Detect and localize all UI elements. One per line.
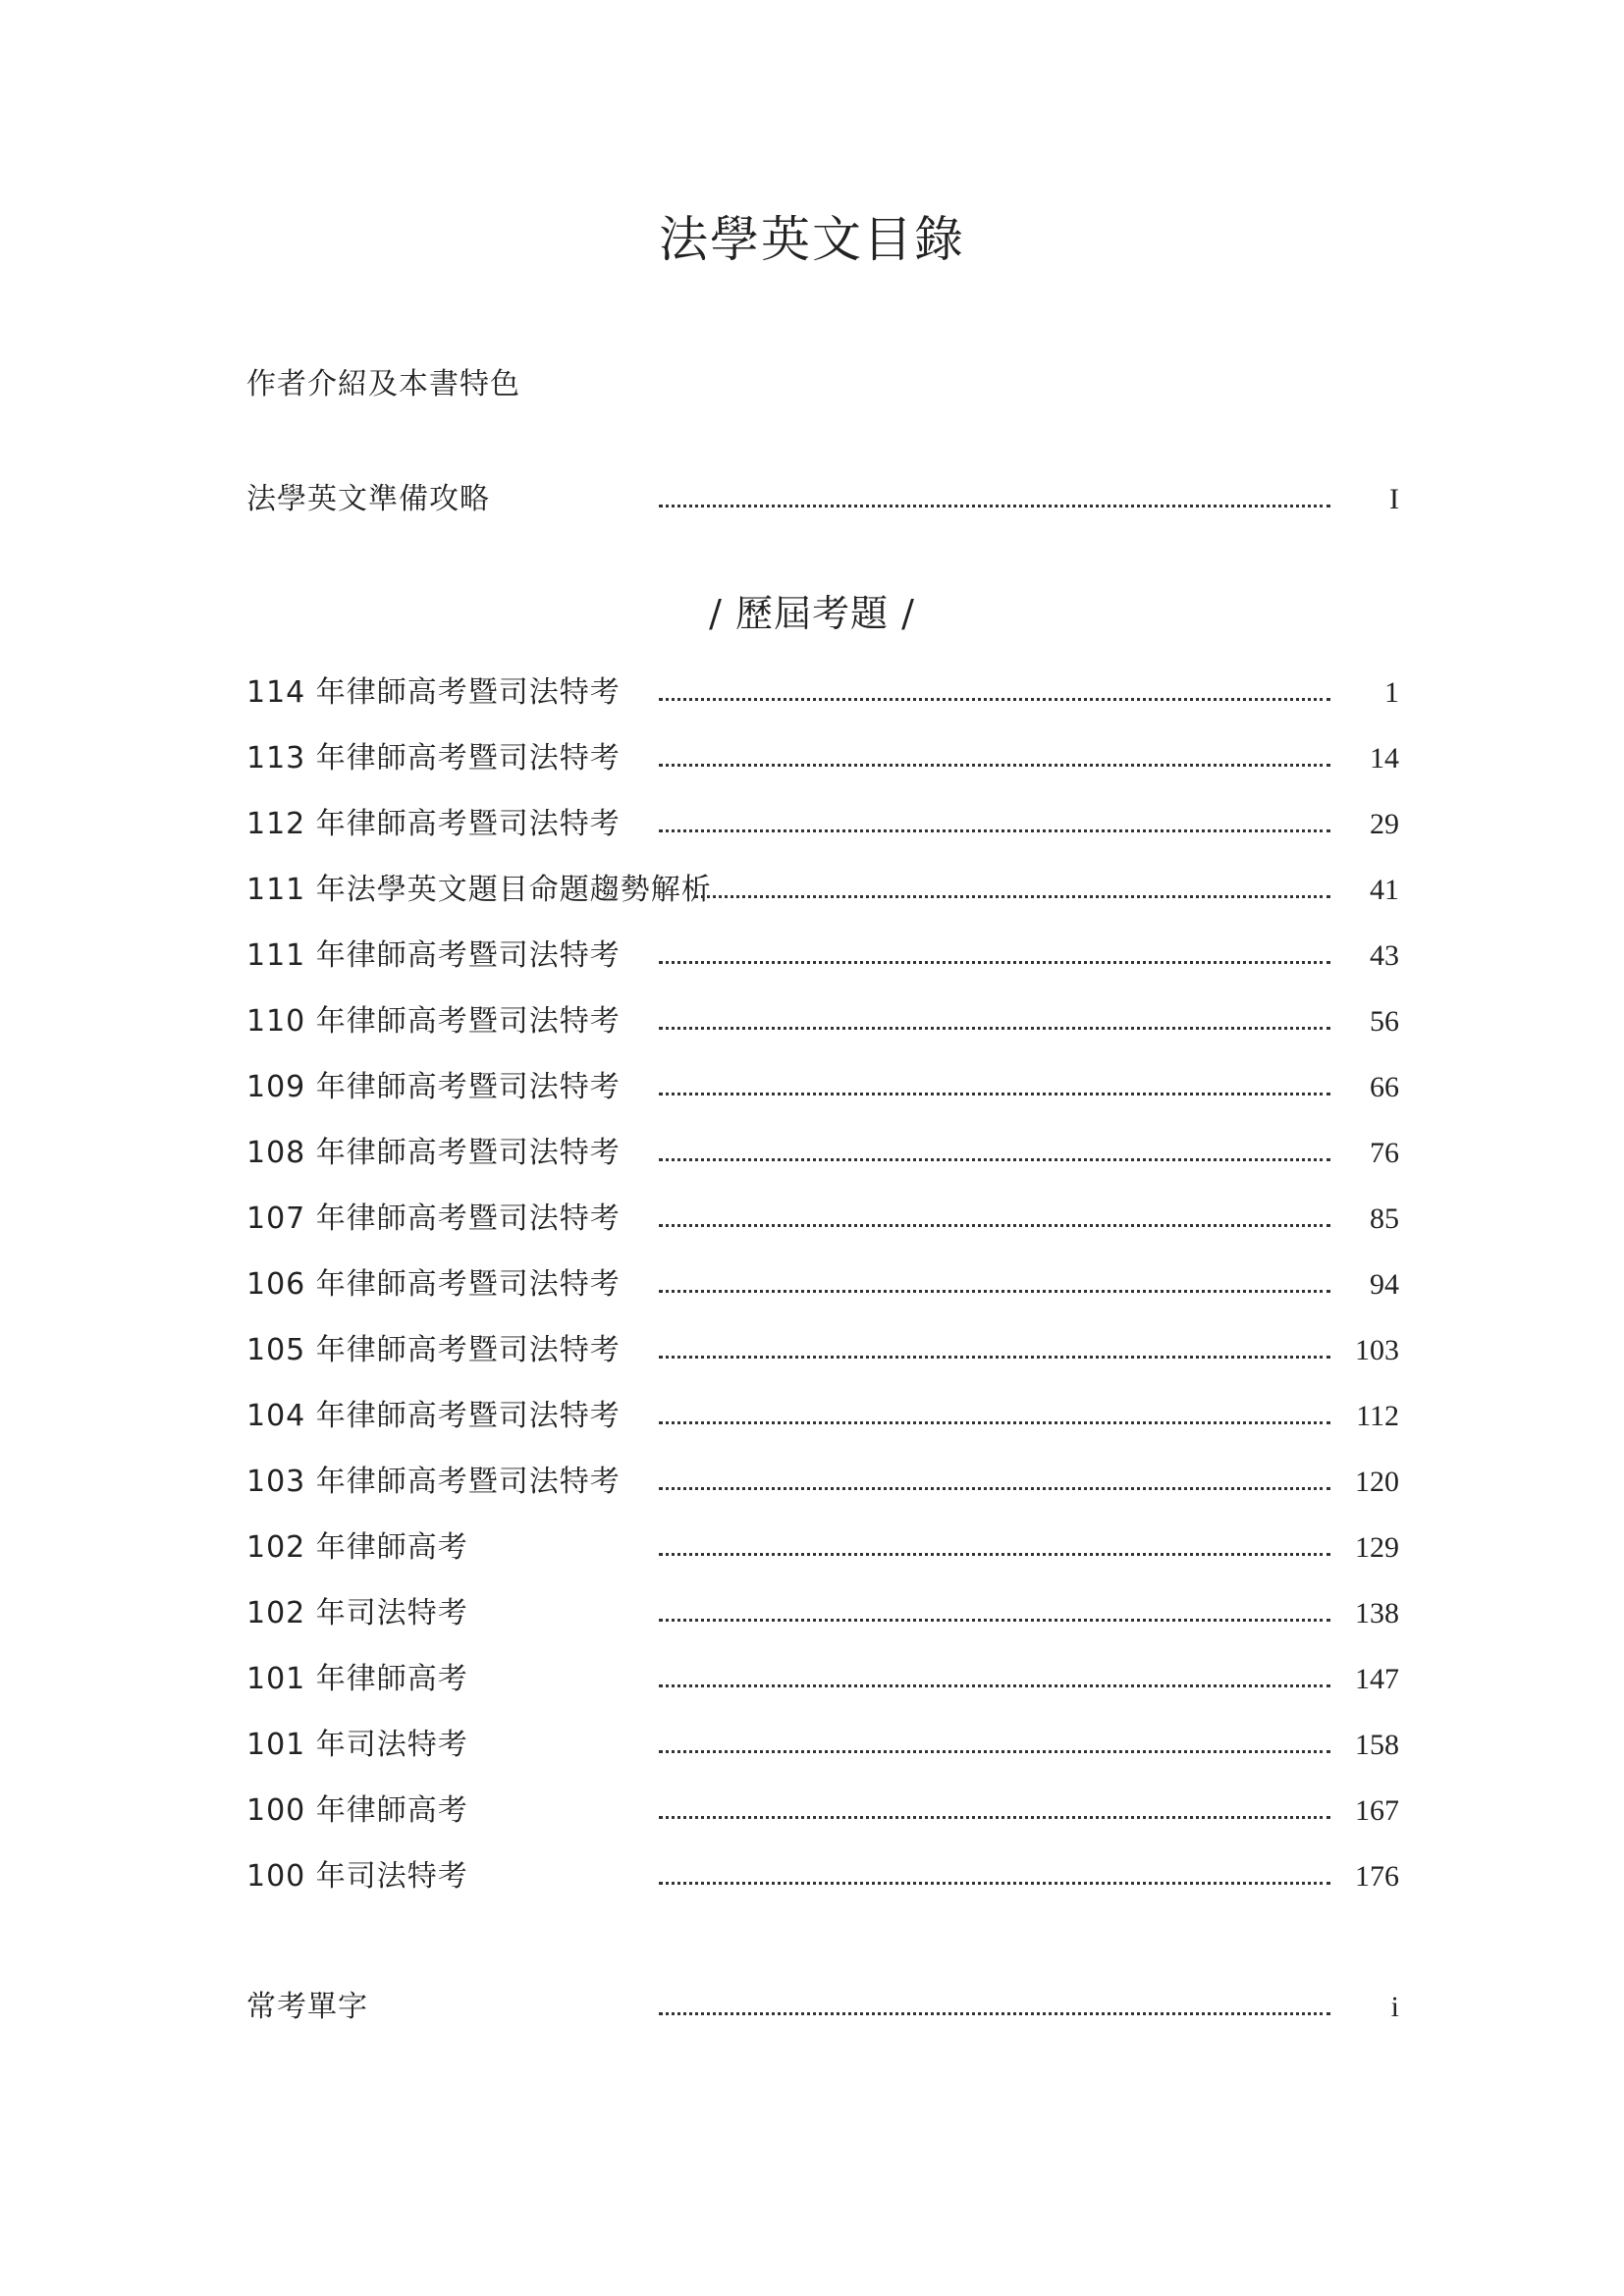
toc-entry-page: I [1389, 483, 1399, 515]
dot-leader [659, 1750, 1330, 1753]
toc-entry-label: 109 年律師高考暨司法特考 [246, 1070, 621, 1104]
toc-entry-page: 129 [1355, 1531, 1399, 1564]
toc-entry[interactable] [246, 1068, 1399, 1107]
toc-entry-label: 104 年律師高考暨司法特考 [246, 1399, 621, 1433]
dot-leader [659, 829, 1330, 832]
toc-entry-page: 76 [1370, 1137, 1399, 1169]
toc-entry-page: 56 [1370, 1005, 1399, 1038]
dot-leader [659, 505, 1330, 507]
toc-entry[interactable] [246, 1002, 1399, 1041]
toc-entry-vocab[interactable] [246, 1988, 1399, 2027]
toc-entry[interactable] [246, 1200, 1399, 1239]
dot-leader [694, 895, 1330, 898]
dot-leader [659, 1619, 1330, 1622]
toc-entry[interactable] [246, 1528, 1399, 1568]
toc-entry-label: 112 年律師高考暨司法特考 [246, 807, 621, 841]
dot-leader [659, 1158, 1330, 1161]
toc-entry[interactable] [246, 1660, 1399, 1699]
toc-entry-page: 94 [1370, 1268, 1399, 1301]
dot-leader [659, 1553, 1330, 1556]
toc-entry-label: 110 年律師高考暨司法特考 [246, 1004, 621, 1039]
dot-leader [659, 961, 1330, 964]
dot-leader [659, 1816, 1330, 1819]
toc-entry[interactable] [246, 1331, 1399, 1370]
dot-leader [659, 1290, 1330, 1293]
toc-entry-label: 常考單字 [246, 1990, 368, 2024]
toc-entry-label: 113 年律師高考暨司法特考 [246, 741, 621, 775]
toc-entry-page: 85 [1370, 1202, 1399, 1235]
toc-entry-page: 120 [1355, 1466, 1399, 1498]
toc-entry-page: 14 [1370, 742, 1399, 774]
toc-entry[interactable] [246, 739, 1399, 778]
dot-leader [659, 1684, 1330, 1687]
toc-entry-label: 100 年律師高考 [246, 1793, 468, 1828]
toc-entry-page: 66 [1370, 1071, 1399, 1103]
toc-entry[interactable] [246, 936, 1399, 976]
toc-entry-page: 43 [1370, 939, 1399, 972]
toc-entry[interactable] [246, 1791, 1399, 1831]
toc-entry[interactable] [246, 1726, 1399, 1765]
toc-entry-page: 138 [1355, 1597, 1399, 1629]
toc-entry-page: 167 [1355, 1794, 1399, 1827]
toc-entry[interactable] [246, 1265, 1399, 1305]
intro-line: 作者介紹及本書特色 [246, 367, 520, 401]
toc-entry-prep[interactable] [246, 480, 1399, 519]
toc-entry-label: 101 年律師高考 [246, 1662, 468, 1696]
toc-entry-page: 158 [1355, 1729, 1399, 1761]
toc-entry-label: 111 年律師高考暨司法特考 [246, 938, 621, 973]
toc-entry-label: 法學英文準備攻略 [246, 482, 490, 516]
section-heading: / 歷屆考題 / [709, 592, 915, 635]
toc-entry[interactable] [246, 805, 1399, 844]
toc-entry-page: 147 [1355, 1663, 1399, 1695]
dot-leader [659, 1356, 1330, 1359]
dot-leader [659, 1027, 1330, 1030]
toc-entry-page: 29 [1370, 808, 1399, 840]
toc-entry-label: 100 年司法特考 [246, 1859, 468, 1894]
toc-entry[interactable] [246, 1594, 1399, 1633]
dot-leader [659, 1421, 1330, 1424]
dot-leader [659, 698, 1330, 701]
toc-entry-label: 102 年律師高考 [246, 1530, 468, 1565]
toc-entry-label: 114 年律師高考暨司法特考 [246, 675, 621, 710]
dot-leader [659, 1882, 1330, 1885]
dot-leader [659, 1093, 1330, 1095]
toc-entry-label: 105 年律師高考暨司法特考 [246, 1333, 621, 1367]
toc-entry-label: 106 年律師高考暨司法特考 [246, 1267, 621, 1302]
toc-entry-page: 176 [1355, 1860, 1399, 1893]
toc-entry-page: 103 [1355, 1334, 1399, 1366]
toc-entry[interactable] [246, 673, 1399, 713]
toc-entry[interactable] [246, 1134, 1399, 1173]
dot-leader [659, 1487, 1330, 1490]
page-title: 法學英文目錄 [659, 211, 965, 268]
toc-entry[interactable] [246, 1857, 1399, 1896]
toc-entry-label: 108 年律師高考暨司法特考 [246, 1136, 621, 1170]
toc-entry-label: 103 年律師高考暨司法特考 [246, 1465, 621, 1499]
toc-entry[interactable] [246, 1463, 1399, 1502]
toc-entry-page: i [1390, 1991, 1399, 2023]
toc-entry-page: 112 [1356, 1400, 1399, 1432]
toc-entry-label: 101 年司法特考 [246, 1728, 468, 1762]
toc-entry-label: 102 年司法特考 [246, 1596, 468, 1630]
toc-entry[interactable] [246, 1397, 1399, 1436]
dot-leader [659, 2012, 1330, 2015]
dot-leader [659, 764, 1330, 767]
toc-entry-label: 107 年律師高考暨司法特考 [246, 1201, 621, 1236]
toc-entry-label: 111 年法學英文題目命題趨勢解析 [246, 873, 712, 907]
toc-entry-page: 41 [1370, 874, 1399, 906]
toc-entry[interactable] [246, 871, 1399, 910]
dot-leader [659, 1224, 1330, 1227]
toc-entry-page: 1 [1384, 676, 1399, 709]
